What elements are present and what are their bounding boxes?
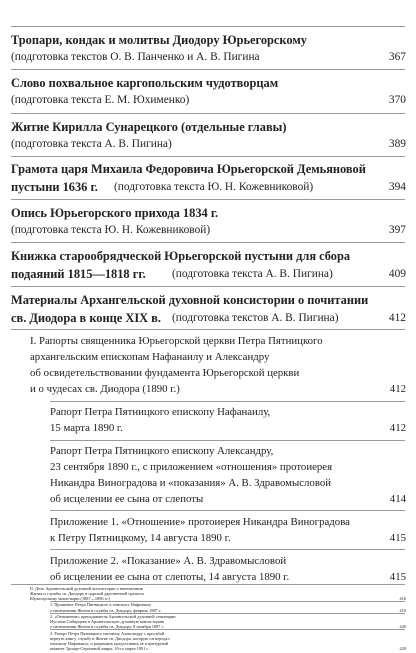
divider bbox=[11, 113, 405, 114]
divider bbox=[11, 329, 405, 330]
section-heading: II. Дело Архангельской духовной консистории о напечатании bbox=[30, 585, 143, 591]
divider bbox=[50, 549, 405, 550]
divider bbox=[50, 401, 405, 402]
section-heading-cont: архангельским епископам Нафанаилу и Александру bbox=[30, 351, 270, 363]
item-text: 3. Рапорт Петра Пятницкого епископу Александру с просьбой bbox=[50, 630, 165, 636]
page-number: 414 bbox=[389, 493, 406, 505]
entry-title-cont: подаяний 1815—1818 гг. bbox=[11, 267, 146, 281]
entry-subtitle: (подготовка текста А. В. Пигина) bbox=[172, 268, 333, 280]
item-text-cont: 15 марта 1890 г. bbox=[50, 422, 123, 434]
entry-title-cont: св. Диодора в конце XIX в. bbox=[11, 311, 161, 325]
divider bbox=[11, 69, 405, 70]
section-heading-cont: об освидетельствовании фундамента Юрьегорской церкви bbox=[30, 367, 300, 379]
item-text-cont: о напечатании Жития и службы св. Диодору, 8 октября 1887 г. bbox=[50, 624, 164, 630]
item-text-cont: 23 сентября 1890 г., с приложением «отношения» протоиерея bbox=[50, 461, 333, 473]
item-text-cont: к Петру Пятницкому, 14 августа 1890 г. bbox=[50, 532, 231, 544]
item-text-cont: об исцелении ее сына от слепоты bbox=[50, 493, 204, 505]
item-text: 2. «Отношение» преподавателя Архангельской духовной семинарии bbox=[50, 613, 176, 619]
page-number: 416 bbox=[399, 595, 406, 601]
item-text-cont: Иустина Сибирцева в Архангельскую духовную консисторию bbox=[50, 619, 165, 625]
item-text-cont: о напечатании Жития и службы св. Диодору, февраль 1887 г. bbox=[50, 607, 162, 613]
section-heading-cont: Жития и службы св. Диодору и царской дарственной грамоты bbox=[30, 590, 144, 596]
item-text: Приложение 1. «Отношение» протоиерея Никандра Виноградова bbox=[50, 516, 350, 528]
entry-title: Материалы Архангельской духовной консистории о почитании bbox=[11, 293, 369, 307]
page-number: 412 bbox=[389, 422, 406, 434]
page-number: 367 bbox=[388, 51, 406, 63]
divider bbox=[50, 510, 405, 511]
item-text-cont: епископу Нафанаилу, и разрешить предоставить ее в цензурный bbox=[50, 640, 168, 646]
entry-subtitle: (подготовка текста Е. М. Юхименко) bbox=[11, 94, 190, 106]
divider bbox=[50, 440, 405, 441]
entry-title-cont: пустыни 1636 г. bbox=[11, 180, 98, 194]
page-number: 420 bbox=[399, 646, 406, 652]
page-number: 389 bbox=[388, 138, 406, 150]
divider bbox=[11, 199, 405, 200]
item-text-cont: об исцелении ее сына от слепоты, 14 августа 1890 г. bbox=[50, 571, 290, 583]
item-text-cont: вернуть книгу, службу и Житие св. Диодора, которую он передал bbox=[50, 635, 170, 641]
page-number: 412 bbox=[389, 383, 406, 395]
entry-subtitle: (подготовка текста Ю. Н. Кожевниковой) bbox=[114, 181, 314, 193]
entry-title: Тропари, кондак и молитвы Диодору Юрьегорскому bbox=[11, 33, 307, 47]
page-number: 370 bbox=[388, 94, 406, 106]
page-number: 416 bbox=[399, 607, 406, 613]
page-number: 409 bbox=[388, 268, 406, 280]
entry-title: Грамота царя Михаила Федоровича Юрьегорской Демьяновой bbox=[11, 162, 366, 176]
entry-subtitle: (подготовка текста Ю. Н. Кожевниковой) bbox=[11, 224, 211, 236]
page-number: 420 bbox=[399, 624, 406, 630]
divider bbox=[11, 156, 405, 157]
page-number: 415 bbox=[389, 532, 406, 544]
section-heading: I. Рапорты священника Юрьегорской церкви Петра Пятницкого bbox=[30, 335, 323, 347]
entry-title: Опись Юрьегорского прихода 1834 г. bbox=[11, 206, 219, 220]
entry-title: Книжка старообрядческой Юрьегорской пустыни для сбора bbox=[11, 249, 351, 263]
item-text-cont: комитет Троице-Сергиевой лавры, 10-го марта 1891 г. bbox=[50, 646, 149, 652]
item-text: 1. Прошение Петра Пятницкого к епископу Нафанаилу bbox=[50, 602, 152, 608]
page-number: 397 bbox=[388, 224, 406, 236]
entry-title: Слово похвальное каргопольским чудотворцам bbox=[11, 76, 279, 90]
divider bbox=[11, 26, 405, 27]
item-text: Рапорт Петра Пятницкого епископу Александру, bbox=[50, 445, 274, 457]
entry-subtitle: (подготовка текстов О. В. Панченко и А. В. Пигина bbox=[11, 51, 260, 63]
item-text: Приложение 2. «Показание» А. В. Здравомысловой bbox=[50, 555, 287, 567]
entry-subtitle: (подготовка текста А. В. Пигина) bbox=[11, 138, 172, 150]
section-heading-cont: и о чудесах св. Диодора (1890 г.) bbox=[30, 383, 180, 395]
divider bbox=[11, 242, 405, 243]
entry-subtitle: (подготовка текстов А. В. Пигина) bbox=[172, 312, 339, 324]
page-number: 415 bbox=[389, 571, 406, 583]
page-number: 412 bbox=[388, 312, 406, 324]
entry-title: Житие Кирилла Сунарецкого (отдельные главы) bbox=[11, 120, 287, 134]
page-number: 394 bbox=[388, 181, 406, 193]
item-text-cont: Никандра Виноградова и «показания» А. В. Здравомысловой bbox=[50, 477, 332, 489]
section-heading-cont: Юрьегорскому монастырю (1887—1896 гг.) bbox=[30, 595, 111, 601]
item-text: Рапорт Петра Пятницкого епископу Нафанаилу, bbox=[50, 406, 271, 418]
divider bbox=[11, 286, 405, 287]
